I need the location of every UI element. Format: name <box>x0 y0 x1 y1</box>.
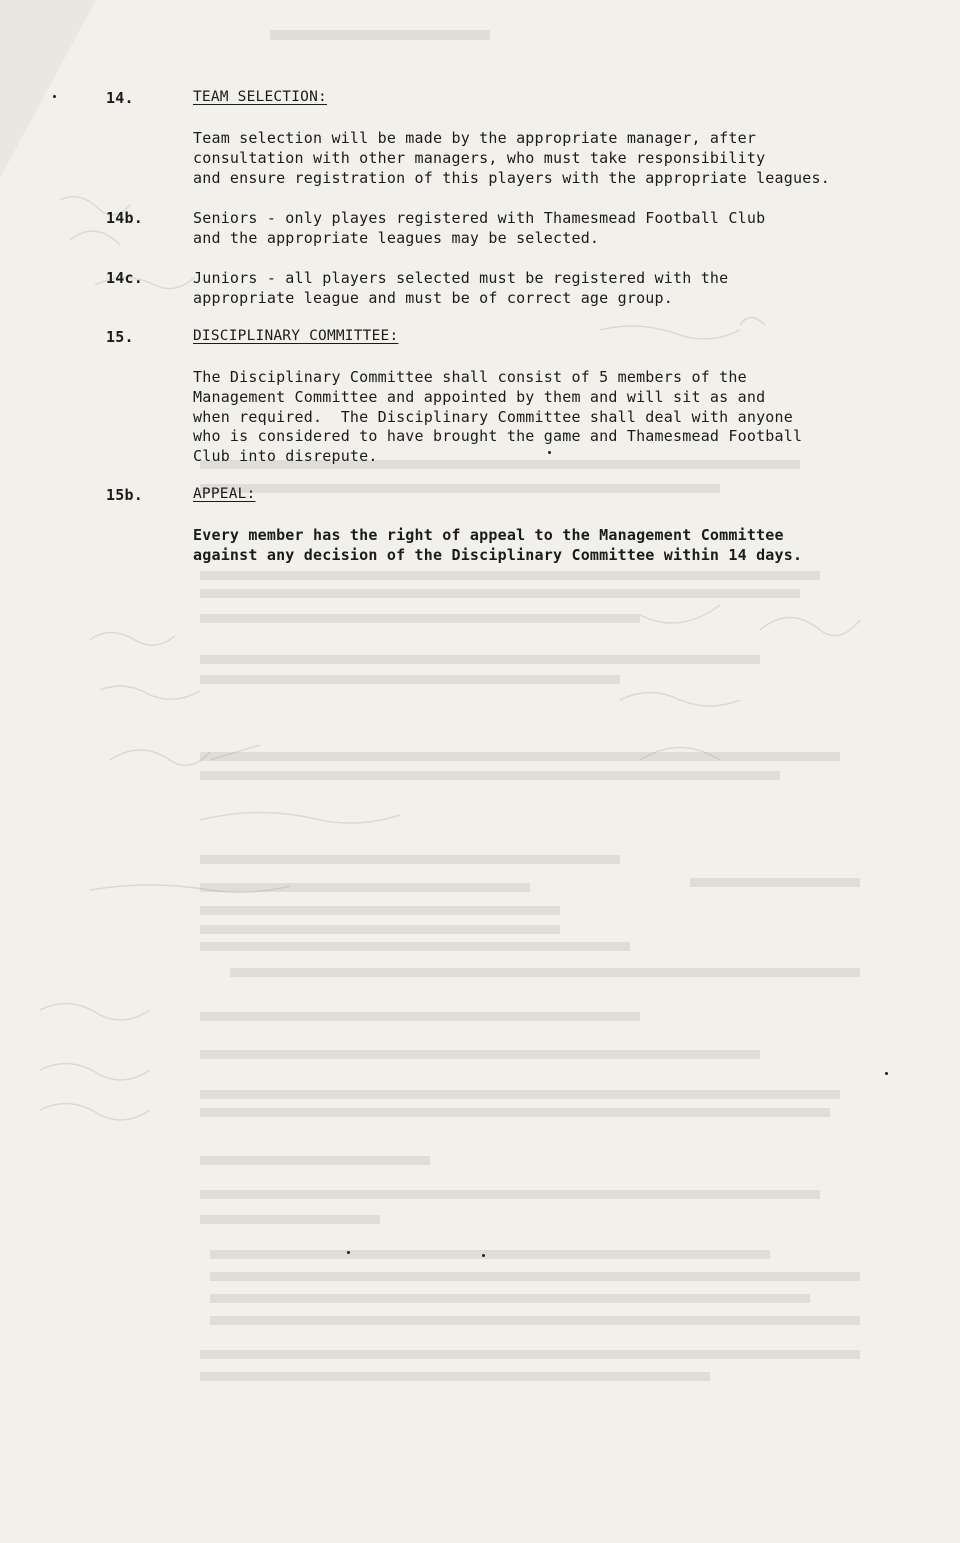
item-number-15b: 15b. <box>106 486 143 504</box>
item-number-14c: 14c. <box>106 269 143 287</box>
disciplinary-committee-paragraph: The Disciplinary Committee shall consist of 5 members of the Management Committee and appointed by them and will sit as and when required. The Disciplinary Committee shall deal with anyone who is considered to have brought the game and Thamesmead Football Club into disrepute. <box>193 368 803 466</box>
team-selection-heading: TEAM SELECTION: <box>193 89 327 105</box>
disciplinary-committee-heading: DISCIPLINARY COMMITTEE: <box>193 328 399 344</box>
item-number-14: 14. <box>106 89 134 107</box>
ink-speck <box>885 1072 888 1075</box>
item-number-14b: 14b. <box>106 209 143 227</box>
ink-speck <box>347 1251 350 1254</box>
appeal-heading: APPEAL: <box>193 486 256 502</box>
ink-speck <box>548 451 551 454</box>
appeal-paragraph: Every member has the right of appeal to the Management Committee against any decision of the Disciplinary Committee within 14 days. <box>193 526 803 564</box>
seniors-paragraph: Seniors - only playes registered with Thamesmead Football Club and the appropriate leagues may be selected. <box>193 209 766 247</box>
ink-speck <box>53 95 56 98</box>
item-number-15: 15. <box>106 328 134 346</box>
team-selection-paragraph: Team selection will be made by the appropriate manager, after consultation with other managers, who must take responsibility and ensure registration of this players with the appropriate leagues. <box>193 129 830 187</box>
juniors-paragraph: Juniors - all players selected must be registered with the appropriate league and must be of correct age group. <box>193 269 729 307</box>
ink-speck <box>482 1254 485 1257</box>
